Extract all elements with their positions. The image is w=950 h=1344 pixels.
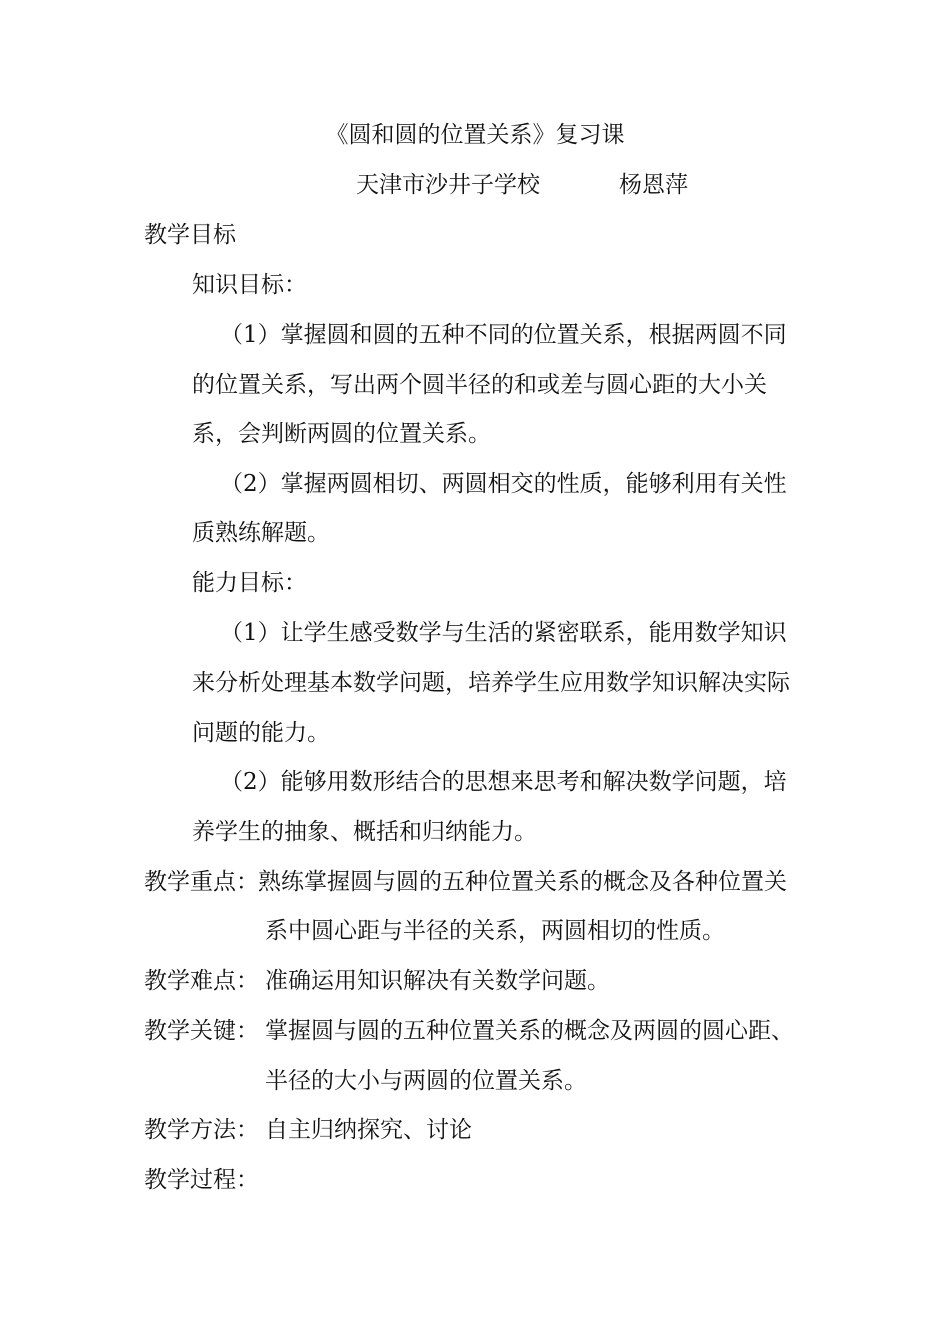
critical-line-2: 半径的大小与两圆的位置关系。: [265, 1068, 587, 1094]
method-text: 自主归纳探究、讨论: [265, 1117, 472, 1143]
ability-item-1-line-1: （1）让学生感受数学与生活的紧密联系，能用数学知识: [220, 620, 787, 646]
objectives-heading: 教学目标: [144, 222, 236, 248]
ability-item-2-line-1: （2）能够用数形结合的思想来思考和解决数学问题，培: [220, 769, 787, 795]
ability-item-1-line-3: 问题的能力。: [192, 720, 330, 746]
knowledge-item-1-line-1: （1）掌握圆和圆的五种不同的位置关系，根据两圆不同: [220, 322, 787, 348]
ability-objectives-heading: 能力目标：: [192, 570, 307, 596]
knowledge-item-1-line-3: 系，会判断两圆的位置关系。: [192, 421, 491, 447]
method-label: 教学方法：: [144, 1117, 259, 1143]
author-name: 杨恩萍: [619, 172, 688, 198]
critical-line-1: 掌握圆与圆的五种位置关系的概念及两圆的圆心距、: [265, 1018, 794, 1044]
key-points-line-2: 系中圆心距与半径的关系，两圆相切的性质。: [265, 918, 725, 944]
ability-item-1-line-2: 来分析处理基本数学问题，培养学生应用数学知识解决实际: [192, 670, 790, 696]
knowledge-item-2-line-2: 质熟练解题。: [192, 520, 330, 546]
knowledge-objectives-heading: 知识目标：: [192, 272, 307, 298]
critical-label: 教学关键：: [144, 1018, 259, 1044]
document-title: 《圆和圆的位置关系》复习课: [325, 122, 625, 148]
difficulty-text: 准确运用知识解决有关数学问题。: [265, 968, 610, 994]
process-heading: 教学过程：: [144, 1167, 259, 1193]
knowledge-item-2-line-1: （2）掌握两圆相切、两圆相交的性质，能够利用有关性: [220, 471, 787, 497]
knowledge-item-1-line-2: 的位置关系，写出两个圆半径的和或差与圆心距的大小关: [192, 372, 767, 398]
ability-item-2-line-2: 养学生的抽象、概括和归纳能力。: [192, 819, 537, 845]
key-points-label: 教学重点：: [144, 869, 259, 895]
school-name: 天津市沙井子学校: [356, 172, 540, 198]
key-points-line-1: 熟练掌握圆与圆的五种位置关系的概念及各种位置关: [258, 869, 787, 895]
difficulty-label: 教学难点：: [144, 968, 259, 994]
